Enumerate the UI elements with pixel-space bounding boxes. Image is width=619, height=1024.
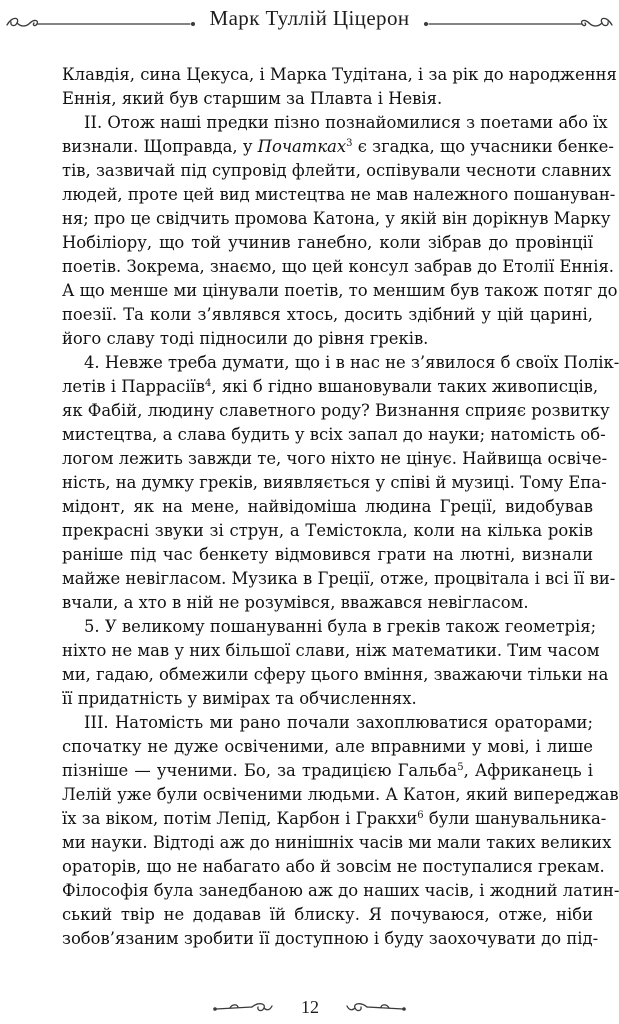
footnote-ref-5: 5 xyxy=(457,762,464,773)
text-line: III. Натомість ми рано почали захоплюватися ораторами; xyxy=(84,713,593,732)
text-line: Філософія була занедбаною аж до наших часів, і жодний латин- xyxy=(62,881,619,900)
text-line: поетів. Зокрема, знаємо, що цей консул забрав до Етолії Еннія. xyxy=(62,257,614,276)
text-line: ніхто не мав у них більшої слави, ніж математики. Тим часом xyxy=(62,641,600,660)
text-run: визнали. Щоправда, у xyxy=(62,137,258,156)
text-line: поезії. Та коли з’являвся хтось, досить здібний у цій царині, xyxy=(62,305,593,324)
text-line: ми, гадаю, обмежили сферу цього вміння, зважаючи тільки на xyxy=(62,665,609,684)
text-line: майже невігласом. Музика в Греції, отже, процвітала і всі її ви- xyxy=(62,569,616,588)
text-line xyxy=(62,759,593,783)
text-line xyxy=(62,135,614,159)
text-line: ня; про це свідчить промова Катона, у якій він дорікнув Марку xyxy=(62,209,611,228)
text-line: прекрасні звуки зі струн, а Темістокла, коли на кілька років xyxy=(62,521,593,540)
text-line: логом лежить завжди те, чого ніхто не цінує. Найвища освіче- xyxy=(62,449,608,468)
text-run: є згадка, що учасники бенке- xyxy=(352,137,614,156)
text-run: пізніше — ученими. Бо, за традицією Гальба xyxy=(62,761,458,780)
text-line: Лелій уже були освіченими людьми. А Катон, який випереджав xyxy=(62,785,619,804)
text-line: як Фабій, людину славетного роду? Визнання сприяє розвитку xyxy=(62,401,610,420)
footer-right-ornament-icon xyxy=(343,994,407,1018)
text-line: вчали, а хто в ній не розумівся, вважався невігласом. xyxy=(62,593,529,612)
text-line xyxy=(62,807,607,831)
text-line: його славу тоді підносили до рівня греків. xyxy=(62,329,429,348)
running-header-title: Марк Туллій Ціцерон xyxy=(209,6,410,30)
text-run: були шанувальника- xyxy=(423,809,607,828)
text-line: Клавдія, сина Цекуса, і Марка Тудітана, і за рік до народження xyxy=(62,65,617,84)
header-right-ornament-icon xyxy=(423,8,615,34)
text-line: Еннія, який був старшим за Плавта і Невія. xyxy=(62,89,443,108)
text-line: мідонт, як на мене, найвідоміша людина Греції, видобував xyxy=(62,497,593,516)
text-line: II. Отож наші предки пізно познайомилися з поетами або їх xyxy=(84,113,608,132)
footer-left-ornament-icon xyxy=(212,994,276,1018)
text-line: 4. Невже треба думати, що і в нас не з’явилося б своїх Полік- xyxy=(84,353,619,372)
text-line xyxy=(62,375,599,399)
text-line: її придатність у вимірах та обчисленнях. xyxy=(62,689,417,708)
text-run: летів і Паррасіїв xyxy=(62,377,206,396)
footnote-ref-3: 3 xyxy=(346,138,353,149)
text-line: зобов’язаним зробити її доступною і буду заохочувати до під- xyxy=(62,929,599,948)
text-line: людей, проте цей вид мистецтва не мав належного пошануван- xyxy=(62,185,616,204)
text-line: ність, на думку греків, виявляється у співі й музиці. Тому Епа- xyxy=(62,473,607,492)
footnote-ref-6: 6 xyxy=(417,810,424,821)
book-title-italic: Початках xyxy=(257,137,347,156)
text-line: ський твір не додавав їй блиску. Я почуваюся, отже, ніби xyxy=(62,905,593,924)
text-line: ораторів, що не набагато або й зовсім не поступалися грекам. xyxy=(62,857,605,876)
text-run: їх за віком, потім Лепід, Карбон і Гракхи xyxy=(62,809,418,828)
footnote-ref-4: 4 xyxy=(205,378,212,389)
text-line: ми науки. Відтоді аж до нинішніх часів ми мали таких великих xyxy=(62,833,612,852)
text-line: раніше під час бенкету відмовився грати на лютні, визнали xyxy=(62,545,593,564)
text-line: спочатку не дуже освіченими, але вправними у мові, і лише xyxy=(62,737,593,756)
text-line: А що менше ми цінували поетів, то меншим був також потяг до xyxy=(62,281,618,300)
text-run: , Африканець і xyxy=(463,761,593,780)
text-run: , які б гідно вшановували таких живописців, xyxy=(211,377,599,396)
text-line: Нобіліору, що той учинив ганебно, коли зібрав до провінції xyxy=(62,233,593,252)
page-number: 12 xyxy=(301,997,319,1017)
text-line: 5. У великому пошануванні була в греків також геометрія; xyxy=(84,617,597,636)
text-line: мистецтва, а слава будить у всіх запал до науки; натомість об- xyxy=(62,425,606,444)
text-line: тів, зазвичай під супровід флейти, оспівували чесноти славних xyxy=(62,161,612,180)
